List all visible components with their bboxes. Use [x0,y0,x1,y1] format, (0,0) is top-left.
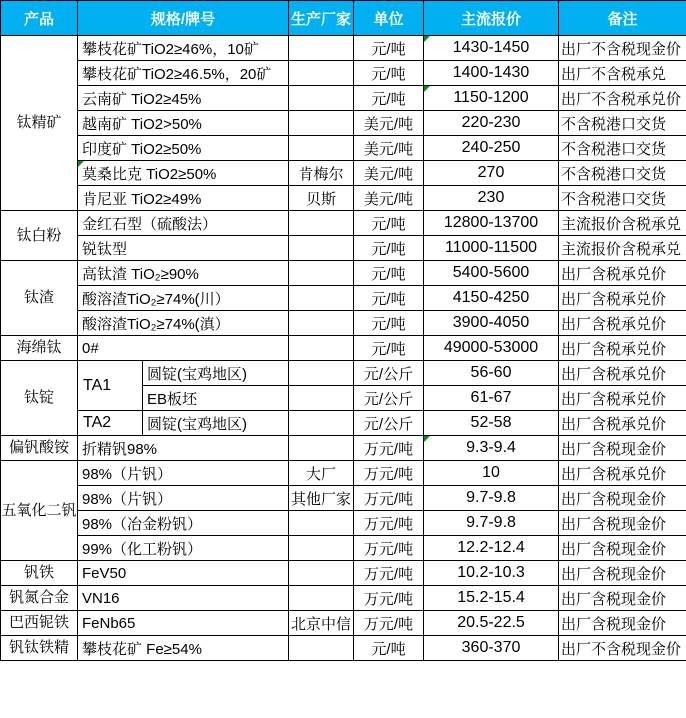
product-cell: 钛锭 [1,361,78,436]
unit-cell: 元/公斤 [354,361,424,386]
price-cell: 52-58 [424,411,559,436]
unit-cell: 元/吨 [354,236,424,261]
price-cell: 360-370 [424,636,559,661]
unit-cell: 万元/吨 [354,586,424,611]
unit-cell: 元/吨 [354,261,424,286]
maker-cell [289,236,354,261]
spec-cell: 98%（片钒） [78,461,289,486]
maker-cell [289,336,354,361]
spec-cell: 印度矿 TiO2≥50% [78,136,289,161]
unit-cell: 美元/吨 [354,161,424,186]
product-cell: 五氧化二钒 [1,461,78,561]
price-cell: 12.2-12.4 [424,536,559,561]
spec-cell: 酸溶渣TiO₂≥74%(川） [78,286,289,311]
unit-cell: 元/吨 [354,86,424,111]
product-cell: 钒铁 [1,561,78,586]
product-cell: 钛渣 [1,261,78,336]
maker-cell [289,386,354,411]
unit-cell: 元/吨 [354,636,424,661]
spec-cell: 圆锭(宝鸡地区) [143,411,289,436]
maker-cell: 贝斯 [289,186,354,211]
spec-cell: FeNb65 [78,611,289,636]
table-row [1,461,686,486]
spec-cell: 99%（化工粉钒） [78,536,289,561]
price-cell: 5400-5600 [424,261,559,286]
spec-cell: 圆锭(宝鸡地区) [143,361,289,386]
note-cell: 出厂含税承兑价 [559,336,686,361]
price-cell: 3900-4050 [424,311,559,336]
unit-cell: 万元/吨 [354,436,424,461]
note-cell: 出厂含税承兑价 [559,261,686,286]
note-cell: 出厂不含税承兑价 [559,86,686,111]
grade-cell: TA2 [78,411,143,436]
spec-cell: 高钛渣 TiO₂≥90% [78,261,289,286]
maker-cell [289,286,354,311]
note-cell: 出厂含税现金价 [559,436,686,461]
maker-cell: 大厂 [289,461,354,486]
unit-cell: 美元/吨 [354,111,424,136]
header-unit: 单位 [354,1,424,36]
spec-cell: 折精钒98% [78,436,289,461]
unit-cell: 万元/吨 [354,461,424,486]
spec-cell: EB板坯 [143,386,289,411]
maker-cell [289,361,354,386]
maker-cell: 北京中信 [289,611,354,636]
price-cell: 20.5-22.5 [424,611,559,636]
price-cell: 230 [424,186,559,211]
price-cell: 240-250 [424,136,559,161]
spec-cell: 98%（冶金粉钒） [78,511,289,536]
product-cell: 钛白粉 [1,211,78,261]
price-cell: 4150-4250 [424,286,559,311]
maker-cell [289,261,354,286]
table-row [1,111,686,136]
maker-cell [289,586,354,611]
maker-cell [289,561,354,586]
price-cell: 9.7-9.8 [424,486,559,511]
price-cell: 1430-1450 [424,36,559,61]
header-product: 产品 [1,1,78,36]
spec-cell: 越南矿 TiO2>50% [78,111,289,136]
unit-cell: 万元/吨 [354,536,424,561]
note-cell: 出厂含税承兑价 [559,311,686,336]
spec-cell: VN16 [78,586,289,611]
green-corner-flag-icon [424,36,430,42]
spec-cell: 酸溶渣TiO₂≥74%(滇） [78,311,289,336]
note-cell: 出厂含税承兑价 [559,461,686,486]
table-row [1,136,686,161]
spec-cell: 肯尼亚 TiO2≥49% [78,186,289,211]
unit-cell: 元/吨 [354,286,424,311]
maker-cell [289,411,354,436]
note-cell: 出厂含税现金价 [559,511,686,536]
table-row [1,586,686,611]
grade-cell: TA1 [78,361,143,411]
price-cell: 1150-1200 [424,86,559,111]
unit-cell: 元/吨 [354,211,424,236]
maker-cell [289,311,354,336]
spec-cell: FeV50 [78,561,289,586]
unit-cell: 万元/吨 [354,511,424,536]
unit-cell: 元/吨 [354,36,424,61]
table-row [1,36,686,61]
spec-cell: 攀枝花矿TiO2≥46%，10矿 [78,36,289,61]
maker-cell [289,536,354,561]
price-cell: 15.2-15.4 [424,586,559,611]
table-row [1,611,686,636]
price-cell: 12800-13700 [424,211,559,236]
maker-cell: 肯梅尔 [289,161,354,186]
table-row [1,161,686,186]
note-cell: 出厂不含税现金价 [559,636,686,661]
spec-cell: 98%（片钒） [78,486,289,511]
price-cell: 11000-11500 [424,236,559,261]
note-cell: 主流报价含税承兑 [559,211,686,236]
table-row [1,236,686,261]
table-row [1,561,686,586]
price-cell: 56-60 [424,361,559,386]
header-note: 备注 [559,1,686,36]
maker-cell [289,61,354,86]
unit-cell: 美元/吨 [354,186,424,211]
table-row [1,186,686,211]
unit-cell: 万元/吨 [354,486,424,511]
table-row [1,411,686,436]
maker-cell [289,211,354,236]
unit-cell: 元/公斤 [354,411,424,436]
spec-cell: 锐钛型 [78,236,289,261]
price-cell: 49000-53000 [424,336,559,361]
table-row [1,86,686,111]
table-body [1,36,686,661]
note-cell: 出厂含税现金价 [559,536,686,561]
maker-cell [289,636,354,661]
note-cell: 不含税港口交货 [559,161,686,186]
note-cell: 出厂不含税现金价 [559,36,686,61]
spec-cell: 莫桑比克 TiO2≥50% [78,161,289,186]
product-cell: 偏钒酸铵 [1,436,78,461]
header-row [1,1,686,36]
maker-cell [289,36,354,61]
note-cell: 主流报价含税承兑 [559,236,686,261]
spec-cell: 云南矿 TiO2≥45% [78,86,289,111]
product-cell: 钒氮合金 [1,586,78,611]
table-row [1,536,686,561]
spec-cell: 攀枝花矿TiO2≥46.5%，20矿 [78,61,289,86]
unit-cell: 元/吨 [354,336,424,361]
table-row [1,486,686,511]
price-cell: 1400-1430 [424,61,559,86]
header-maker: 生产厂家 [289,1,354,36]
unit-cell: 美元/吨 [354,136,424,161]
note-cell: 出厂含税承兑价 [559,361,686,386]
unit-cell: 元/公斤 [354,386,424,411]
unit-cell: 元/吨 [354,61,424,86]
maker-cell [289,86,354,111]
table-row [1,311,686,336]
note-cell: 出厂含税现金价 [559,611,686,636]
table-row [1,61,686,86]
price-cell: 220-230 [424,111,559,136]
unit-cell: 万元/吨 [354,611,424,636]
table-row [1,286,686,311]
table-row [1,361,686,386]
price-cell: 9.7-9.8 [424,511,559,536]
maker-cell: 其他厂家 [289,486,354,511]
maker-cell [289,136,354,161]
note-cell: 出厂含税现金价 [559,486,686,511]
table-row [1,511,686,536]
note-cell: 不含税港口交货 [559,111,686,136]
table-row [1,336,686,361]
header-spec: 规格/牌号 [78,1,289,36]
green-corner-flag-icon [424,86,430,92]
maker-cell [289,111,354,136]
note-cell: 出厂含税现金价 [559,586,686,611]
price-cell: 10 [424,461,559,486]
header-price: 主流报价 [424,1,559,36]
note-cell: 出厂含税承兑价 [559,286,686,311]
green-corner-flag-icon [78,161,84,167]
product-cell: 钛精矿 [1,36,78,211]
unit-cell: 元/吨 [354,311,424,336]
note-cell: 出厂含税现金价 [559,561,686,586]
table-row [1,211,686,236]
price-cell: 9.3-9.4 [424,436,559,461]
maker-cell [289,436,354,461]
product-cell: 钒钛铁精 [1,636,78,661]
note-cell: 出厂不含税承兑 [559,61,686,86]
price-cell: 10.2-10.3 [424,561,559,586]
spec-cell: 攀枝花矿 Fe≥54% [78,636,289,661]
spec-cell: 金红石型（硫酸法） [78,211,289,236]
price-cell: 270 [424,161,559,186]
product-cell: 海绵钛 [1,336,78,361]
note-cell: 出厂含税承兑价 [559,386,686,411]
note-cell: 出厂含税承兑价 [559,411,686,436]
table-row [1,261,686,286]
product-cell: 巴西铌铁 [1,611,78,636]
table-row [1,636,686,661]
maker-cell [289,511,354,536]
unit-cell: 万元/吨 [354,561,424,586]
spec-cell: 0# [78,336,289,361]
note-cell: 不含税港口交货 [559,186,686,211]
price-cell: 61-67 [424,386,559,411]
table-row [1,436,686,461]
note-cell: 不含税港口交货 [559,136,686,161]
green-corner-flag-icon [424,436,430,442]
